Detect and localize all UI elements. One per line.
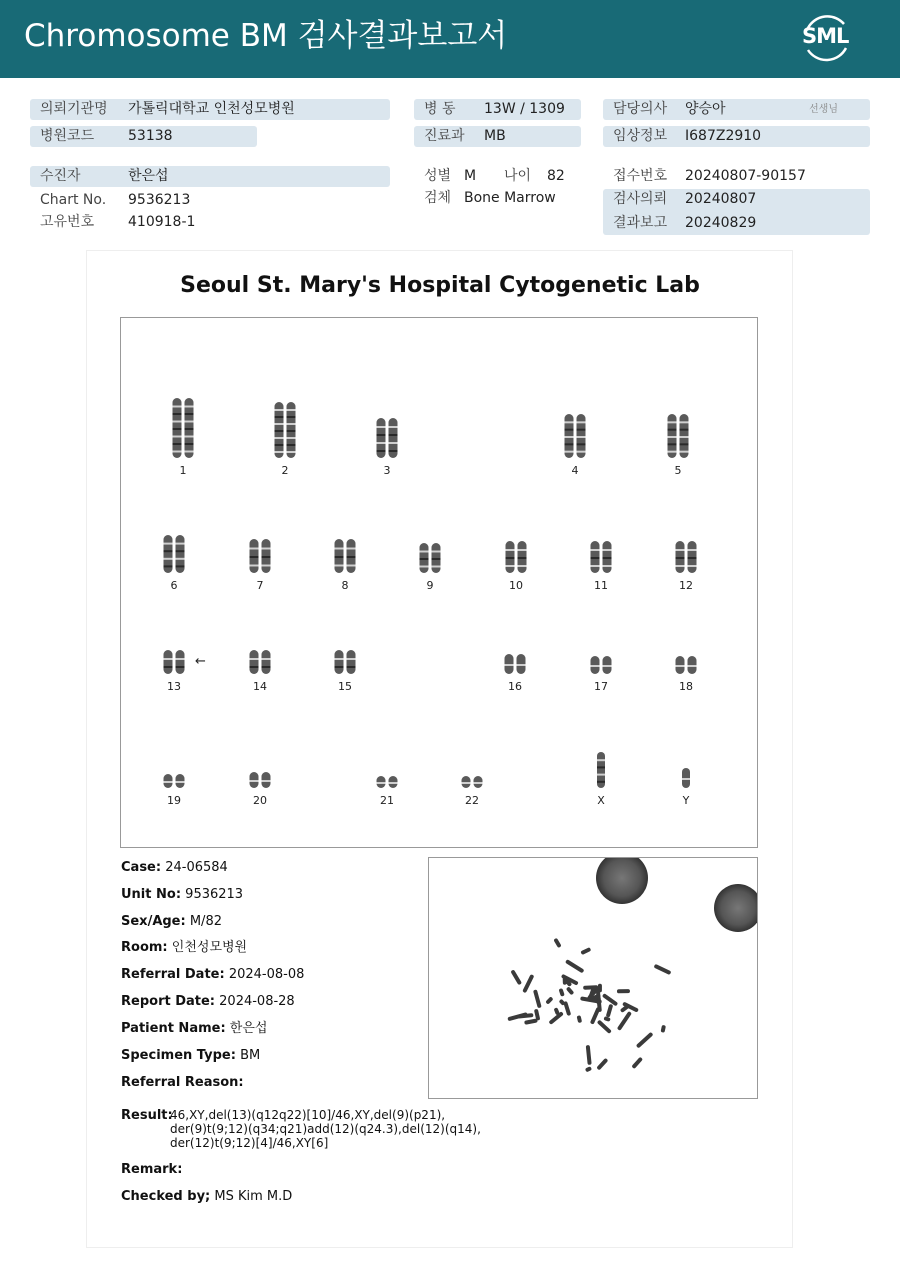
case-line xyxy=(121,859,228,877)
sex-age-row xyxy=(414,166,594,187)
metaphase-chromosome xyxy=(617,989,630,993)
metaphase-chromosome xyxy=(603,1016,610,1022)
result-line xyxy=(121,1107,173,1125)
reason-line xyxy=(121,1074,244,1092)
metaphase-chromosome xyxy=(522,974,534,993)
result-text xyxy=(170,1108,481,1150)
karyotype-label: 6 xyxy=(170,579,178,592)
karyotype-label: 21 xyxy=(380,794,394,807)
chromosome-pair-8 xyxy=(335,539,356,573)
pname-label: Patient Name: xyxy=(121,1021,226,1036)
karyotype-label: 16 xyxy=(508,680,522,693)
dept-value: MB xyxy=(484,128,506,144)
pname-line xyxy=(121,1020,267,1038)
sex-value: M xyxy=(464,168,477,184)
karyotype-label: 12 xyxy=(679,579,693,592)
id-row xyxy=(30,212,390,233)
metaphase-chromosome xyxy=(631,1057,643,1069)
age-label: 나이 xyxy=(504,168,532,184)
result-line-3: der(12)t(9;12)[4]/46,XY[6] xyxy=(170,1136,329,1150)
clinical-row xyxy=(603,126,870,147)
metaphase-chromosome xyxy=(553,938,561,948)
institution-value: 가톨릭대학교 인천성모병원 xyxy=(128,101,295,117)
chromosome-pair-9 xyxy=(420,543,441,573)
metaphase-chromosome xyxy=(559,988,565,997)
patient-name-row xyxy=(30,166,390,187)
chromosome-pair-15 xyxy=(335,650,356,674)
dept-row xyxy=(414,126,581,147)
metaphase-chromosome xyxy=(596,1058,608,1071)
doctor-label: 담당의사 xyxy=(613,101,668,117)
chromosome-pair-11 xyxy=(591,541,612,573)
case-value: 24-06584 xyxy=(165,860,228,875)
chromosome-pair-16 xyxy=(505,654,526,674)
karyotype-label: 8 xyxy=(341,579,349,592)
referral-line xyxy=(121,966,304,984)
karyotype-label: 17 xyxy=(594,680,608,693)
karyotype-label: 18 xyxy=(679,680,693,693)
karyotype-label: 4 xyxy=(571,464,579,477)
reportdate-line xyxy=(121,993,295,1011)
unit-line xyxy=(121,886,243,904)
logo-text: SML xyxy=(802,24,849,48)
karyotype-label: 20 xyxy=(253,794,267,807)
specimen-label: 검체 xyxy=(424,190,452,206)
remark-line xyxy=(121,1161,182,1179)
karyotype-label: 1 xyxy=(179,464,187,477)
metaphase-chromosome xyxy=(566,986,575,995)
chromosome-pair-6 xyxy=(164,535,185,573)
doctor-suffix: 선생님 xyxy=(809,104,838,115)
institution-label: 의뢰기관명 xyxy=(40,101,108,117)
karyotype-label: 11 xyxy=(594,579,608,592)
remark-label: Remark: xyxy=(121,1162,183,1177)
spec-label: Specimen Type: xyxy=(121,1048,236,1063)
metaphase-chromosome xyxy=(636,1032,654,1049)
chromosome-pair-X xyxy=(597,752,605,788)
chart-row xyxy=(30,190,390,211)
reason-label: Referral Reason: xyxy=(121,1075,244,1090)
metaphase-chromosome xyxy=(583,985,598,990)
checked-value: MS Kim M.D xyxy=(214,1189,293,1204)
request-label: 검사의뢰 xyxy=(613,191,668,207)
patient-name-label: 수진자 xyxy=(40,168,81,184)
metaphase-chromosome xyxy=(565,959,585,973)
specimen-row xyxy=(414,188,594,209)
age-value: 82 xyxy=(547,168,565,184)
metaphase-chromosome xyxy=(586,1045,592,1065)
ward-label: 병 동 xyxy=(424,101,456,117)
metaphase-chromosome xyxy=(507,1012,528,1021)
report-value: 20240829 xyxy=(685,215,757,231)
metaphase-chromosome xyxy=(577,1015,583,1023)
chromosome-pair-5 xyxy=(668,414,689,458)
metaphase-spread xyxy=(429,858,757,1098)
sex-label: 성별 xyxy=(424,168,452,184)
karyotype-label: 19 xyxy=(167,794,181,807)
metaphase-chromosome xyxy=(580,947,591,955)
spec-line xyxy=(121,1047,260,1065)
spec-value: BM xyxy=(240,1048,261,1063)
chromosome-pair-20 xyxy=(250,772,271,788)
chromosome-pair-12 xyxy=(676,541,697,573)
result-label: Result: xyxy=(121,1108,173,1123)
referral-value: 2024-08-08 xyxy=(228,967,305,982)
receipt-value: 20240807-90157 xyxy=(685,168,806,184)
reportdate-label: Report Date: xyxy=(121,994,216,1009)
metaphase-chromosome xyxy=(545,996,553,1004)
chromosome-pair-7 xyxy=(250,539,271,573)
checked-line xyxy=(121,1188,292,1206)
karyogram-image xyxy=(121,318,757,847)
dept-label: 진료과 xyxy=(424,128,465,144)
checked-label: Checked by; xyxy=(121,1189,211,1204)
referral-label: Referral Date: xyxy=(121,967,225,982)
room-label: Room: xyxy=(121,940,168,955)
sexage-line xyxy=(121,913,222,931)
room-value: 인천성모병원 xyxy=(171,940,248,955)
karyotype-label: 5 xyxy=(674,464,682,477)
patient-name-value: 한은섭 xyxy=(128,168,169,184)
karyotype-label: 3 xyxy=(383,464,391,477)
institution-row xyxy=(30,99,390,120)
chromosome-pair-14 xyxy=(250,650,271,674)
metaphase-chromosome xyxy=(563,1001,571,1016)
reportdate-value: 2024-08-28 xyxy=(219,994,295,1009)
metaphase-chromosome xyxy=(606,1004,614,1018)
chart-value: 9536213 xyxy=(128,192,191,208)
metaphase-chromosome xyxy=(598,984,602,993)
metaphase-chromosome xyxy=(533,989,542,1008)
result-line-2: der(9)t(9;12)(q34;q21)add(12)(q24.3),del(12)(q14), xyxy=(170,1122,481,1136)
chromosome-pair-2 xyxy=(275,402,296,458)
chromosome-pair-3 xyxy=(377,418,398,458)
chromosome-pair-13 xyxy=(164,650,185,674)
page-title: Chromosome BM 검사결과보고서 xyxy=(24,18,508,54)
metaphase-chromosome xyxy=(661,1025,666,1033)
chromosome-pair-10 xyxy=(506,541,527,573)
chromosome-pair-19 xyxy=(164,774,185,788)
karyotype-label: 15 xyxy=(338,680,352,693)
pname-value: 한은섭 xyxy=(229,1021,268,1036)
metaphase-chromosome xyxy=(654,964,672,975)
receipt-label: 접수번호 xyxy=(613,168,668,184)
metaphase-chromosome xyxy=(524,1018,538,1024)
report-label: 결과보고 xyxy=(613,215,668,231)
hospital-code-label: 병원코드 xyxy=(40,128,95,144)
metaphase-chromosome xyxy=(563,977,567,985)
header-bar xyxy=(0,0,900,78)
nucleus xyxy=(714,884,757,932)
karyotype-label: 9 xyxy=(426,579,434,592)
chromosome-pair-17 xyxy=(591,656,612,674)
karyotype-label: 7 xyxy=(256,579,264,592)
sexage-label: Sex/Age: xyxy=(121,914,186,929)
id-value: 410918-1 xyxy=(128,214,196,230)
hospital-code-value: 53138 xyxy=(128,128,173,144)
request-report-block xyxy=(603,189,870,235)
chromosome-pair-18 xyxy=(676,656,697,674)
doctor-row xyxy=(603,99,870,120)
chromosome-pair-4 xyxy=(565,414,586,458)
nucleus xyxy=(596,858,648,904)
unit-label: Unit No: xyxy=(121,887,182,902)
karyotype-label: 14 xyxy=(253,680,267,693)
result-line-1: 46,XY,del(13)(q12q22)[10]/46,XY,del(9)(p21), xyxy=(170,1108,446,1122)
chromosome-pair-Y xyxy=(682,768,690,788)
room-line xyxy=(121,939,247,957)
chromosome-pair-21 xyxy=(377,776,398,788)
chromosome-pair-22 xyxy=(462,776,483,788)
clinical-value: I687Z2910 xyxy=(685,128,762,144)
hospital-code-row xyxy=(30,126,257,147)
case-label: Case: xyxy=(121,860,162,875)
karyotype-label: 13 xyxy=(167,680,181,693)
lab-title: Seoul St. Mary's Hospital Cytogenetic Lab xyxy=(180,273,700,298)
chromosome-pair-1 xyxy=(173,398,194,458)
sexage-value: M/82 xyxy=(189,914,222,929)
doctor-value: 양승아 xyxy=(685,101,726,117)
request-value: 20240807 xyxy=(685,191,757,207)
metaphase-chromosome xyxy=(510,969,522,985)
metaphase-chromosome xyxy=(617,1011,632,1031)
metaphase-image xyxy=(428,857,758,1099)
specimen-value: Bone Marrow xyxy=(464,190,556,206)
karyotype-label: 10 xyxy=(509,579,523,592)
arrow-left-icon: ← xyxy=(195,654,206,669)
karyotype-label: 22 xyxy=(465,794,479,807)
receipt-row xyxy=(603,166,870,187)
clinical-label: 임상정보 xyxy=(613,128,668,144)
sml-logo xyxy=(798,12,854,64)
id-label: 고유번호 xyxy=(40,214,95,230)
karyogram-panel xyxy=(120,317,758,848)
karyotype-label: X xyxy=(597,794,605,807)
ward-row xyxy=(414,99,581,120)
ward-value: 13W / 1309 xyxy=(484,101,565,117)
karyotype-label: 2 xyxy=(281,464,289,477)
metaphase-chromosome xyxy=(585,1066,592,1072)
metaphase-chromosome xyxy=(597,1020,612,1034)
chart-label: Chart No. xyxy=(40,192,107,208)
karyotype-label: Y xyxy=(682,794,690,807)
unit-value: 9536213 xyxy=(185,887,244,902)
